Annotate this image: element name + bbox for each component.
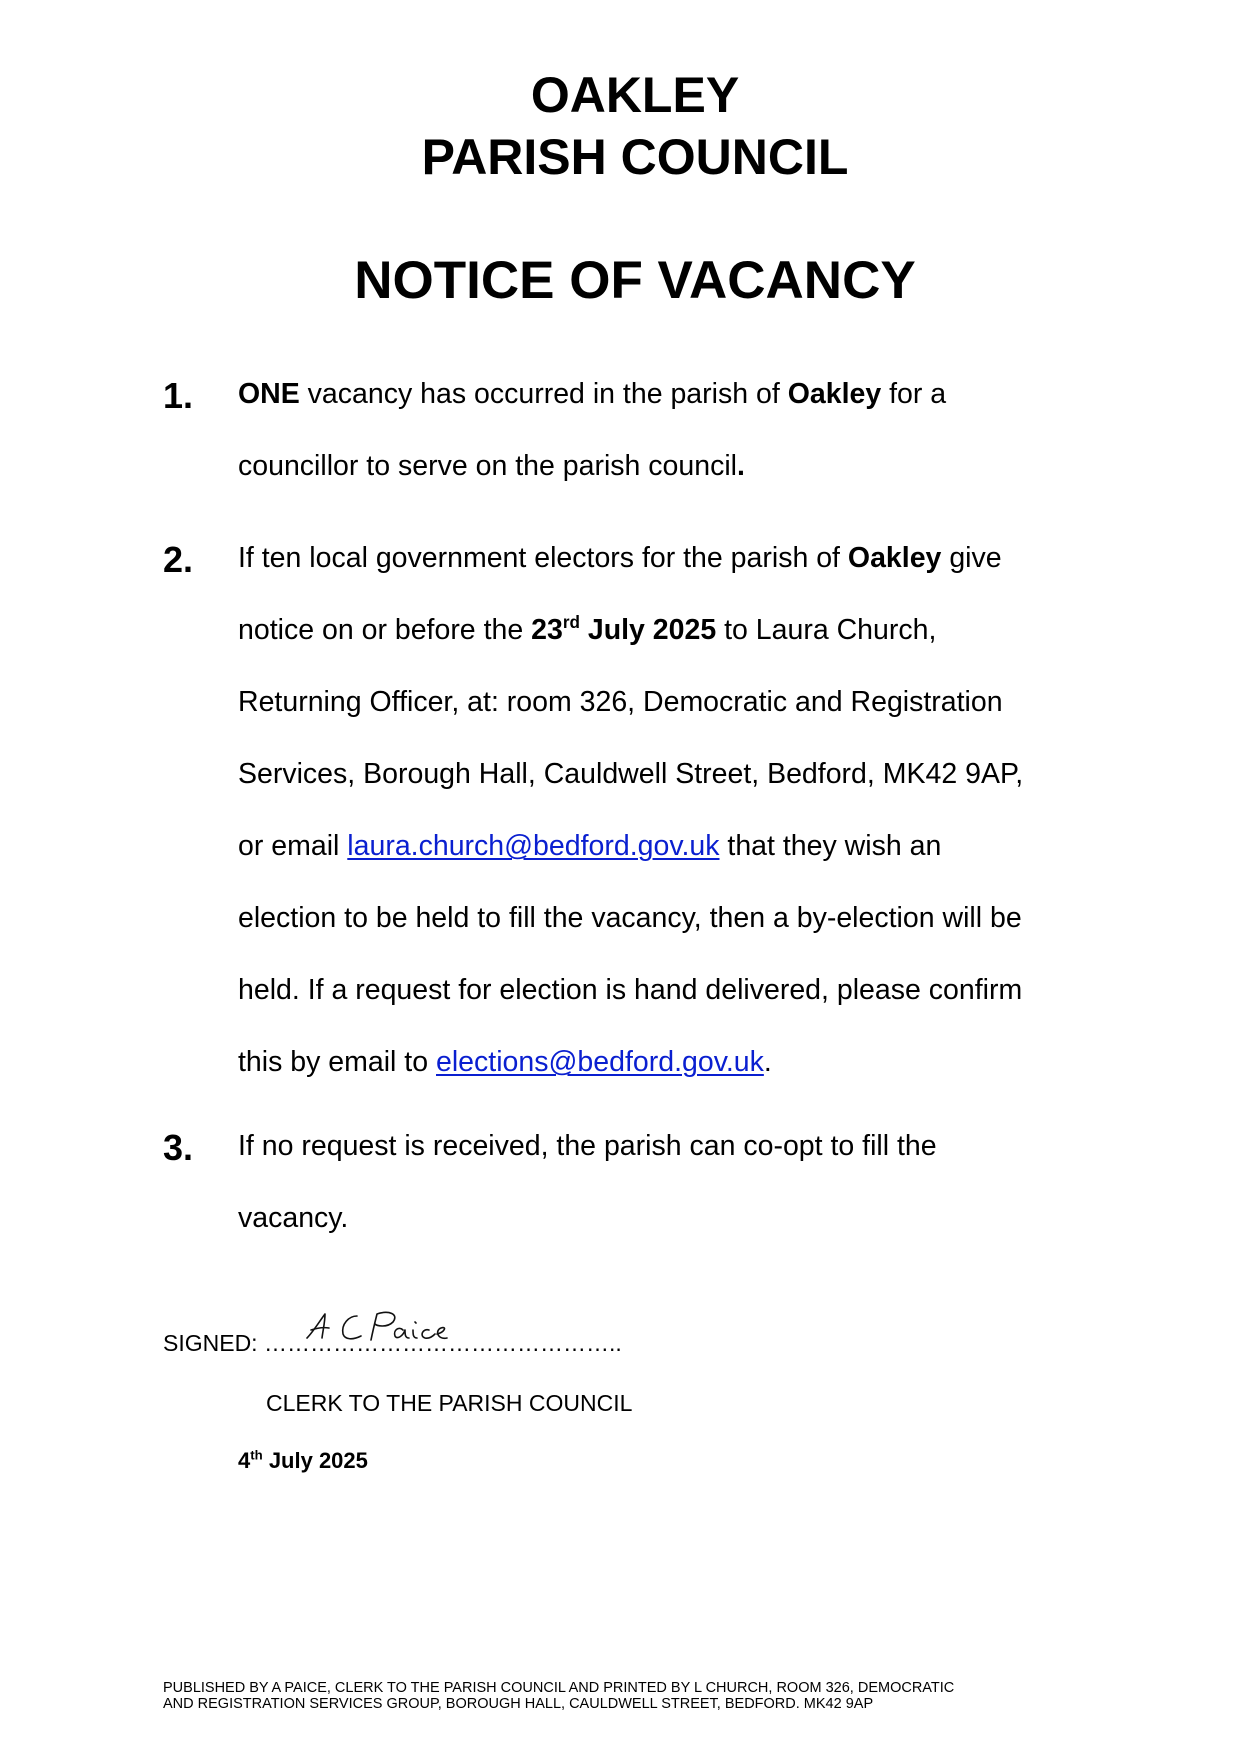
signed-label: SIGNED: xyxy=(163,1330,264,1356)
item-text-line xyxy=(238,522,1138,594)
text-run: vacancy has occurred in the parish of xyxy=(299,378,788,410)
item-text-line xyxy=(238,810,1138,882)
text-run: notice on or before the xyxy=(238,614,532,646)
council-name-line2: PARISH COUNCIL xyxy=(421,129,849,185)
bold-text: 23 xyxy=(531,614,563,646)
item-number: 2. xyxy=(163,539,194,580)
text-run: that they wish an xyxy=(719,830,942,862)
item-text xyxy=(238,1110,1138,1254)
date-rest: July 2025 xyxy=(262,1448,368,1473)
item-text-line xyxy=(238,954,1138,1026)
imprint-line-1: PUBLISHED BY A PAICE, CLERK TO THE PARISH COUNCIL AND PRINTED BY L CHURCH, ROOM 326, DEMOCRATIC xyxy=(163,1680,955,1696)
bold-text: Oakley xyxy=(847,542,942,574)
bold-text: ONE xyxy=(238,378,300,410)
item-text-line xyxy=(238,594,1138,666)
text-run: Services, Borough Hall, Cauldwell Street, Bedford, MK42 9AP, xyxy=(238,758,1024,790)
imprint-footer xyxy=(163,1680,1123,1712)
item-number: 1. xyxy=(163,375,194,416)
item-text-line xyxy=(238,430,1138,502)
item-number: 3. xyxy=(163,1127,194,1168)
item-text-line xyxy=(238,738,1138,810)
signature-icon xyxy=(305,1308,475,1348)
text-run: give xyxy=(941,542,1002,574)
ordinal-suffix: rd xyxy=(562,612,580,632)
council-name-line1: OAKLEY xyxy=(530,67,740,123)
text-run: election to be held to fill the vacancy, then a by-election will be xyxy=(238,902,1022,934)
bold-text: . xyxy=(737,450,745,482)
item-text xyxy=(238,522,1138,1098)
item-text-line xyxy=(238,666,1138,738)
bold-text: July 2025 xyxy=(579,614,717,646)
text-run: to Laura Church, xyxy=(716,614,937,646)
text-run: or email xyxy=(238,830,348,862)
text-run: If no request is received, the parish can co-opt to fill the xyxy=(238,1130,937,1162)
text-run: . xyxy=(763,1046,772,1078)
date-suffix: th xyxy=(250,1447,263,1463)
text-run: this by email to xyxy=(238,1046,436,1078)
handwritten-signature xyxy=(305,1308,475,1348)
notice-title: NOTICE OF VACANCY xyxy=(354,251,916,310)
signature-dotted-line: ……………………………………….. xyxy=(263,1330,622,1356)
item-text-line xyxy=(238,1110,1138,1182)
imprint-line-2: AND REGISTRATION SERVICES GROUP, BOROUGH HALL, CAULDWELL STREET, BEDFORD. MK42 9AP xyxy=(163,1696,874,1712)
item-text xyxy=(238,358,1138,502)
item-text-line xyxy=(238,882,1138,954)
item-text-line xyxy=(238,358,1138,430)
text-run: vacancy. xyxy=(238,1202,349,1234)
text-run: held. If a request for election is hand delivered, please confirm xyxy=(238,974,1023,1006)
text-run: Returning Officer, at: room 326, Democratic and Registration xyxy=(238,686,1003,718)
item-text-line xyxy=(238,1182,1138,1254)
text-run: councillor to serve on the parish council xyxy=(238,450,738,482)
bold-text: Oakley xyxy=(787,378,882,410)
item-text-line xyxy=(238,1026,1138,1098)
signature-date xyxy=(238,1446,368,1476)
date-day: 4 xyxy=(238,1448,251,1473)
email-link[interactable]: elections@bedford.gov.uk xyxy=(436,1046,764,1078)
text-run: for a xyxy=(881,378,947,410)
email-link[interactable]: laura.church@bedford.gov.uk xyxy=(347,830,720,862)
text-run: If ten local government electors for the parish of xyxy=(238,542,848,574)
signatory-role: CLERK TO THE PARISH COUNCIL xyxy=(266,1390,633,1416)
